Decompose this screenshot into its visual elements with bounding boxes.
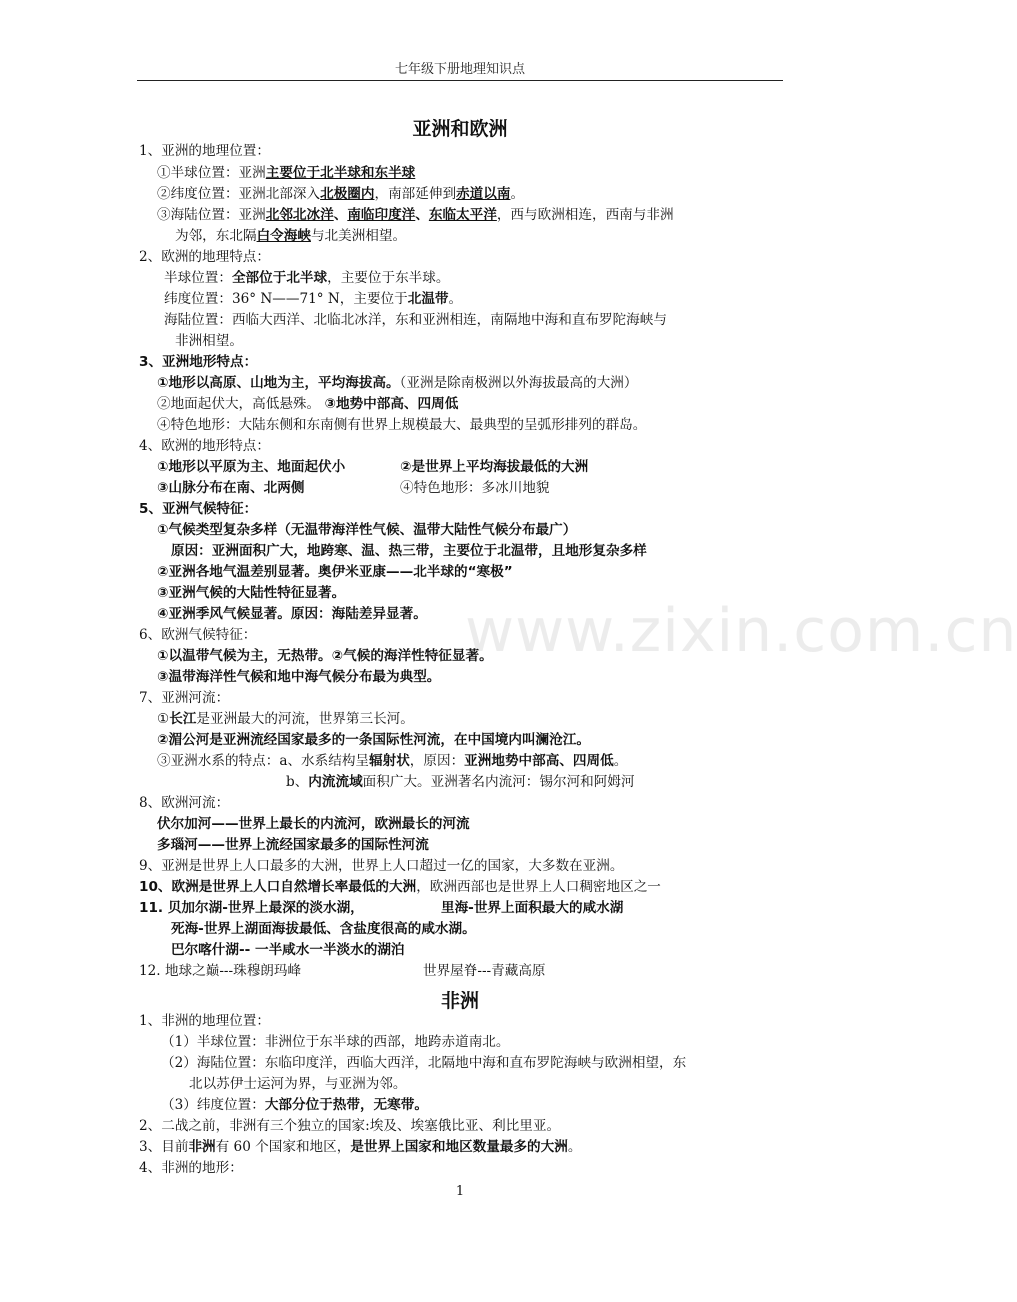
line: ②亚洲各地气温差别显著。奥伊米亚康——北半球的“寒极” <box>157 564 513 580</box>
line: ②地面起伏大，高低悬殊。 ③地势中部高、四周低 <box>157 396 459 412</box>
item-1-heading: 1、亚洲的地理位置： <box>139 143 270 159</box>
item-7-heading: 7、亚洲河流： <box>139 690 230 706</box>
line: 半球位置：全部位于北半球，主要位于东半球。 <box>164 270 450 286</box>
line: ③海陆位置：亚洲北邻北冰洋、南临印度洋、东临太平洋，西与欧洲相连，西南与非洲 <box>157 207 674 223</box>
line: ①地形以高原、山地为主，平均海拔高。（亚洲是除南极洲以外海拔最高的大洲） <box>157 375 638 391</box>
africa-item-3: 3、目前非洲有 60 个国家和地区，是世界上国家和地区数量最多的大洲。 <box>139 1139 582 1155</box>
africa-item-2: 2、二战之前，非洲有三个独立的国家:埃及、埃塞俄比亚、利比里亚。 <box>139 1118 561 1134</box>
line: 海陆位置：西临大西洋、北临北冰洋，东和亚洲相连，南隔地中海和直布罗陀海峡与 <box>164 312 667 328</box>
line: 为邻，东北隔白令海峡与北美洲相望。 <box>175 228 407 244</box>
line: ④特色地形：大陆东侧和东南侧有世界上规模最大、最典型的呈弧形排列的群岛。 <box>157 417 647 433</box>
item-12: 12. 地球之巅---珠穆朗玛峰 <box>139 963 302 979</box>
item-2-heading: 2、欧洲的地理特点： <box>139 249 270 265</box>
item-6-heading: 6、欧洲气候特征： <box>139 627 257 643</box>
page-number: 1 <box>455 1184 465 1199</box>
line: ③亚洲气候的大陆性特征显著。 <box>157 585 346 601</box>
item-3-heading: 3、亚洲地形特点： <box>139 354 258 370</box>
line: ④特色地形：多冰川地貌 <box>400 480 550 496</box>
line: （1）半球位置：非洲位于东半球的西部，地跨赤道南北。 <box>161 1034 510 1050</box>
line: 非洲相望。 <box>175 333 243 349</box>
africa-item-4-heading: 4、非洲的地形： <box>139 1160 243 1176</box>
line: 伏尔加河——世界上最长的内流河，欧洲最长的河流 <box>157 816 470 832</box>
line: 纬度位置：36° N——71° N，主要位于北温带。 <box>164 291 463 307</box>
line: ①半球位置：亚洲主要位于北半球和东半球 <box>157 165 416 181</box>
watermark: www.zixin.com.cn <box>465 596 1017 666</box>
line: 死海-世界上湖面海拔最低、含盐度很高的咸水湖。 <box>171 921 476 937</box>
line: ②纬度位置：亚洲北部深入北极圈内，南部延伸到赤道以南。 <box>157 186 525 202</box>
item-5-heading: 5、亚洲气候特征： <box>139 501 258 517</box>
line: ②湄公河是亚洲流经国家最多的一条国际性河流，在中国境内叫澜沧江。 <box>157 732 590 748</box>
line: 巴尔喀什湖-- 一半咸水一半淡水的湖泊 <box>171 942 405 958</box>
item-8-heading: 8、欧洲河流： <box>139 795 230 811</box>
africa-item-1-heading: 1、非洲的地理位置： <box>139 1013 270 1029</box>
header-divider <box>137 80 783 81</box>
line: 里海-世界上面积最大的咸水湖 <box>441 900 624 916</box>
line: 原因：亚洲面积广大，地跨寒、温、热三带，主要位于北温带，且地形复杂多样 <box>171 543 647 559</box>
line: ③亚洲水系的特点：a、水系结构呈辐射状，原因：亚洲地势中部高、四周低。 <box>157 753 628 769</box>
line: b、内流流域面积广大。亚洲著名内流河：锡尔河和阿姆河 <box>286 774 635 790</box>
line: ②是世界上平均海拔最低的大洲 <box>400 459 589 475</box>
line: 世界屋脊---青藏高原 <box>423 963 546 979</box>
line: （2）海陆位置：东临印度洋，西临大西洋，北隔地中海和直布罗陀海峡与欧洲相望，东 <box>161 1055 687 1071</box>
line: （3）纬度位置：大部分位于热带，无寒带。 <box>161 1097 428 1113</box>
item-11: 11. 贝加尔湖-世界上最深的淡水湖， <box>139 900 364 916</box>
item-10: 10、欧洲是世界上人口自然增长率最低的大洲，欧洲西部也是世界上人口稠密地区之一 <box>139 879 661 895</box>
line: ④亚洲季风气候显著。原因：海陆差异显著。 <box>157 606 427 622</box>
line: ①以温带气候为主，无热带。②气候的海洋性特征显著。 <box>157 648 493 664</box>
line: ③温带海洋性气候和地中海气候分布最为典型。 <box>157 669 441 685</box>
line: ③山脉分布在南、北两侧 <box>157 480 305 496</box>
line: 多瑙河——世界上流经国家最多的国际性河流 <box>157 837 429 853</box>
section-title-asia-europe: 亚洲和欧洲 <box>412 118 508 140</box>
section-title-africa: 非洲 <box>440 990 479 1012</box>
line: ①地形以平原为主、地面起伏小 <box>157 459 346 475</box>
item-4-heading: 4、欧洲的地形特点： <box>139 438 270 454</box>
line: 北以苏伊士运河为界，与亚洲为邻。 <box>189 1076 407 1092</box>
line: ①长江是亚洲最大的河流，世界第三长河。 <box>157 711 414 727</box>
line: ①气候类型复杂多样（无温带海洋性气候、温带大陆性气候分布最广） <box>157 522 577 538</box>
page-header: 七年级下册地理知识点 <box>394 62 525 77</box>
item-9: 9、亚洲是世界上人口最多的大洲，世界上人口超过一亿的国家，大多数在亚洲。 <box>139 858 624 874</box>
